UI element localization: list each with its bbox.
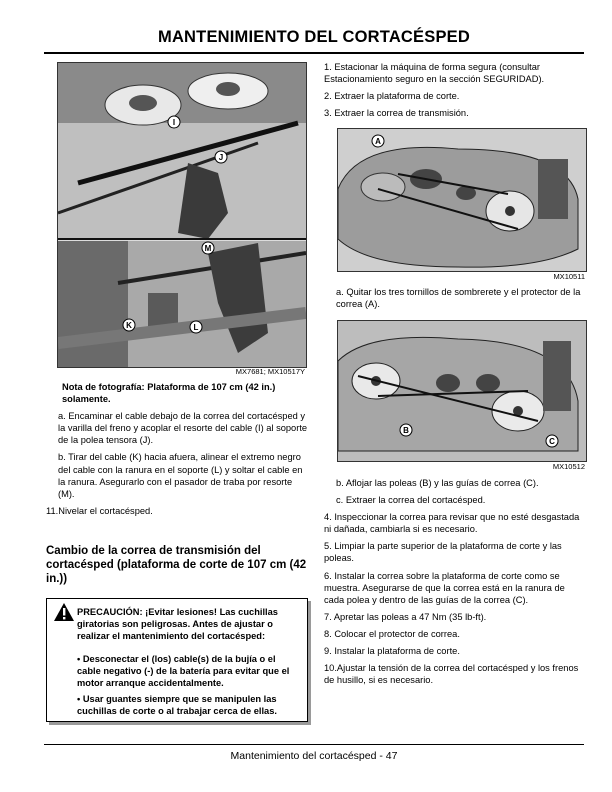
- footer-rule: [44, 744, 584, 745]
- callout-m: M: [204, 244, 212, 253]
- section-heading: Cambio de la correa de transmisión del cortacésped (plataforma de corte de 107 cm (42 in.)): [46, 545, 307, 585]
- photo-note: Nota de fotografía: Plataforma de 107 cm (42 in.) solamente.: [62, 382, 276, 405]
- step-a: a. Encaminar el cable debajo de la correa del cortacésped y la varilla del freno y acoplar el resorte del cable (I) al soporte de la polea tensora (J).: [58, 411, 308, 446]
- step-11: 11.Nivelar el cortacésped.: [46, 505, 153, 516]
- caution-intro: PRECAUCIÓN: ¡Evitar lesiones! Las cuchillas giratorias son peligrosas. Antes de ajustar o realizar el mantenimiento del cortacésped:: [77, 607, 278, 642]
- right-bottom-figure-photo: [337, 320, 587, 462]
- step-1: 1. Estacionar la máquina de forma segura (consultar Estacionamiento seguro en la sección SEGURIDAD).: [324, 62, 545, 85]
- step-6: 6. Instalar la correa sobre la plataforma de corte como se muestra. Asegurarse de que la correa está en la ranura de cada polea y dentro de las guías de la correa (C).: [324, 570, 565, 605]
- step-8: 8. Colocar el protector de correa.: [324, 628, 460, 639]
- callout-c: C: [549, 437, 555, 446]
- step-3: 3. Extraer la correa de transmisión.: [324, 108, 469, 119]
- right-steps-top: [324, 61, 586, 124]
- step-5: 5. Limpiar la parte superior de la plataforma de corte y las poleas.: [324, 541, 562, 564]
- right-steps-bottom: [324, 477, 586, 691]
- step-3b: b. Aflojar las poleas (B) y las guías de correa (C).: [336, 478, 539, 488]
- warning-triangle-icon: [53, 602, 75, 622]
- left-column-text: [46, 381, 308, 522]
- right-top-figure-photo: [337, 128, 587, 272]
- title-rule: [44, 52, 584, 54]
- callout-i: I: [172, 118, 176, 127]
- callout-a: A: [375, 137, 381, 146]
- step-10: 10.Ajustar la tensión de la correa del cortacésped y los frenos de husillo, si es necesario.: [324, 663, 579, 686]
- caution-bullet-2: • Usar guantes siempre que se manipulen las cuchillas de corte o al trabajar cerca de ellas.: [77, 694, 277, 717]
- right-top-figure-caption: MX10511: [553, 272, 585, 281]
- step-2: 2. Extraer la plataforma de corte.: [324, 91, 460, 102]
- left-figure-photo: [57, 62, 307, 368]
- callout-k: K: [126, 321, 132, 330]
- callout-b: B: [403, 426, 409, 435]
- left-figure-caption: MX7681; MX10517Y: [235, 367, 305, 376]
- callout-l: L: [193, 323, 199, 332]
- page-title: MANTENIMIENTO DEL CORTACÉSPED: [158, 28, 470, 46]
- step-7: 7. Apretar las poleas a 47 Nm (35 lb-ft).: [324, 611, 487, 622]
- right-bottom-figure-caption: MX10512: [552, 462, 585, 471]
- caution-bullet-1: • Desconectar el (los) cable(s) de la bujía o el cable negativo (-) de la batería para evitar que el motor arranque accidentalmente.: [77, 654, 290, 689]
- callout-j: J: [218, 153, 224, 162]
- step-3a: a. Quitar los tres tornillos de sombrerete y el protector de la correa (A).: [336, 287, 581, 310]
- caution-box: [46, 598, 308, 722]
- right-step-3a-block: [324, 286, 586, 315]
- step-9: 9. Instalar la plataforma de corte.: [324, 646, 460, 657]
- step-b: b. Tirar del cable (K) hacia afuera, alinear el extremo negro del cable con la ranura en el soporte (L) y soltar el cable en la ranura. Asegurarlo con el pasador de traba por resorte (M).: [58, 452, 303, 499]
- step-3c: c. Extraer la correa del cortacésped.: [336, 495, 486, 506]
- step-4: 4. Inspeccionar la correa para revisar que no esté desgastada ni dañada, cambiarla si es necesario.: [324, 512, 580, 535]
- page-footer: Mantenimiento del cortacésped - 47: [230, 750, 398, 762]
